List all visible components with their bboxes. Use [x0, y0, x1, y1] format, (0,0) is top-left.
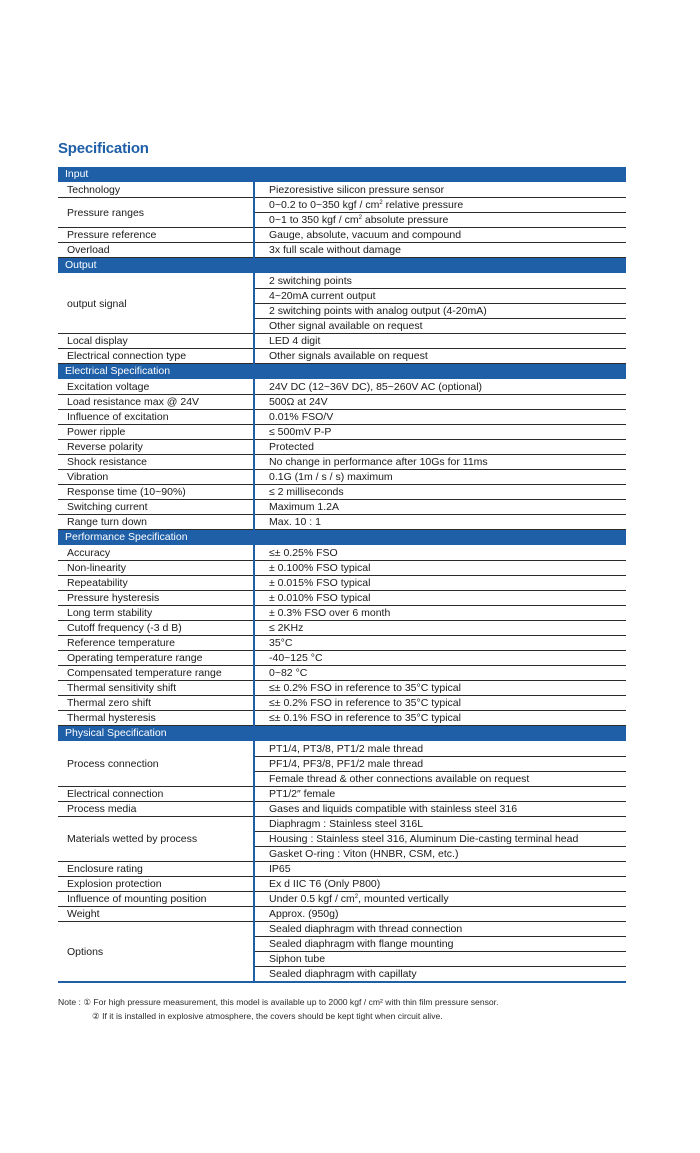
spec-value: IP65	[254, 862, 626, 877]
spec-row	[58, 787, 626, 802]
spec-label: Non-linearity	[58, 561, 254, 576]
spec-value: 0~1 to 350 kgf / $cm^2$ absolute pressure	[254, 213, 626, 228]
specification-table	[58, 167, 626, 983]
spec-value: PT1/2″ female	[254, 787, 626, 802]
spec-label: Reference temperature	[58, 636, 254, 651]
section-title: Electrical Specification	[58, 364, 626, 380]
spec-label: Power ripple	[58, 425, 254, 440]
spec-row	[58, 410, 626, 425]
spec-row	[58, 892, 626, 907]
spec-row	[58, 455, 626, 470]
spec-value: ≤± 0.1% FSO in reference to 35°C typical	[254, 711, 626, 726]
spec-row	[58, 470, 626, 485]
spec-value: ± 0.100% FSO typical	[254, 561, 626, 576]
spec-row	[58, 877, 626, 892]
spec-label: output signal	[58, 274, 254, 334]
spec-value: Gauge, absolute, vacuum and compound	[254, 228, 626, 243]
spec-row	[58, 243, 626, 258]
spec-row	[58, 183, 626, 198]
spec-label: Electrical connection	[58, 787, 254, 802]
spec-row	[58, 802, 626, 817]
note-2: ② If it is installed in explosive atmosphere, the covers should be kept tight when circuit alive.	[92, 1010, 443, 1021]
spec-row	[58, 274, 626, 289]
spec-row	[58, 561, 626, 576]
spec-value: 0.01% FSO/V	[254, 410, 626, 425]
spec-value: -40~125 °C	[254, 651, 626, 666]
spec-row	[58, 515, 626, 530]
section-title: Performance Specification	[58, 530, 626, 546]
spec-label: Accuracy	[58, 546, 254, 561]
spec-value: ≤± 0.25% FSO	[254, 546, 626, 561]
spec-row	[58, 742, 626, 757]
spec-value: Ex d IIC T6 (Only P800)	[254, 877, 626, 892]
spec-label: Materials wetted by process	[58, 817, 254, 862]
spec-row	[58, 862, 626, 877]
spec-label: Shock resistance	[58, 455, 254, 470]
section-header	[58, 258, 626, 274]
spec-label: Pressure hysteresis	[58, 591, 254, 606]
spec-value: Other signal available on request	[254, 319, 626, 334]
spec-label: Explosion protection	[58, 877, 254, 892]
section-header	[58, 167, 626, 183]
spec-label: Cutoff frequency (-3 d B)	[58, 621, 254, 636]
spec-row	[58, 576, 626, 591]
section-title: Output	[58, 258, 626, 274]
spec-label: Technology	[58, 183, 254, 198]
spec-value: PF1/4, PF3/8, PF1/2 male thread	[254, 757, 626, 772]
spec-row	[58, 711, 626, 726]
spec-label: Operating temperature range	[58, 651, 254, 666]
spec-value: 4~20mA current output	[254, 289, 626, 304]
spec-row	[58, 636, 626, 651]
spec-row	[58, 907, 626, 922]
spec-value: 24V DC (12~36V DC), 85~260V AC (optional)	[254, 380, 626, 395]
spec-row	[58, 666, 626, 681]
spec-value: Max. 10 : 1	[254, 515, 626, 530]
spec-value: ± 0.015% FSO typical	[254, 576, 626, 591]
spec-value: 0.1G (1m / s / s) maximum	[254, 470, 626, 485]
spec-value: 3x full scale without damage	[254, 243, 626, 258]
spec-row	[58, 349, 626, 364]
spec-value: ≤ 2KHz	[254, 621, 626, 636]
spec-row	[58, 440, 626, 455]
spec-value: No change in performance after 10Gs for 11ms	[254, 455, 626, 470]
spec-value: Housing : Stainless steel 316, Aluminum Die-casting terminal head	[254, 832, 626, 847]
spec-value: 2 switching points	[254, 274, 626, 289]
spec-label: Load resistance max @ 24V	[58, 395, 254, 410]
spec-label: Thermal zero shift	[58, 696, 254, 711]
spec-row	[58, 425, 626, 440]
spec-row	[58, 681, 626, 696]
spec-value: Sealed diaphragm with thread connection	[254, 922, 626, 937]
spec-value: Female thread & other connections available on request	[254, 772, 626, 787]
spec-value: Gasket O-ring : Viton (HNBR, CSM, etc.)	[254, 847, 626, 862]
spec-value: ≤ 2 milliseconds	[254, 485, 626, 500]
spec-value: Diaphragm : Stainless steel 316L	[254, 817, 626, 832]
spec-row	[58, 380, 626, 395]
spec-value: Other signals available on request	[254, 349, 626, 364]
spec-label: Repeatability	[58, 576, 254, 591]
spec-value: ≤ 500mV P-P	[254, 425, 626, 440]
page-title: Specification	[58, 140, 149, 157]
spec-label: Thermal hysteresis	[58, 711, 254, 726]
spec-row	[58, 198, 626, 213]
spec-label: Overload	[58, 243, 254, 258]
spec-label: Enclosure rating	[58, 862, 254, 877]
spec-row	[58, 228, 626, 243]
spec-label: Process connection	[58, 742, 254, 787]
spec-label: Switching current	[58, 500, 254, 515]
spec-value: LED 4 digit	[254, 334, 626, 349]
section-header	[58, 530, 626, 546]
spec-value: ± 0.3% FSO over 6 month	[254, 606, 626, 621]
spec-value: Under 0.5 kgf / $cm^2$, mounted vertically	[254, 892, 626, 907]
spec-value: 2 switching points with analog output (4-20mA)	[254, 304, 626, 319]
spec-row	[58, 606, 626, 621]
spec-value: 0~82 °C	[254, 666, 626, 681]
spec-row	[58, 817, 626, 832]
spec-label: Electrical connection type	[58, 349, 254, 364]
section-title: Input	[58, 167, 626, 183]
spec-label: Process media	[58, 802, 254, 817]
notes	[58, 996, 498, 1023]
spec-label: Options	[58, 922, 254, 983]
spec-value: 500Ω at 24V	[254, 395, 626, 410]
spec-row	[58, 696, 626, 711]
spec-value: 0~0.2 to 0~350 kgf / $cm^2$ relative pressure	[254, 198, 626, 213]
spec-row	[58, 591, 626, 606]
spec-row	[58, 546, 626, 561]
spec-row	[58, 621, 626, 636]
spec-label: Weight	[58, 907, 254, 922]
spec-value: ≤± 0.2% FSO in reference to 35°C typical	[254, 696, 626, 711]
spec-label: Pressure ranges	[58, 198, 254, 228]
spec-label: Compensated temperature range	[58, 666, 254, 681]
spec-value: 35°C	[254, 636, 626, 651]
spec-label: Excitation voltage	[58, 380, 254, 395]
spec-value: Protected	[254, 440, 626, 455]
spec-value: Maximum 1.2A	[254, 500, 626, 515]
spec-label: Response time (10~90%)	[58, 485, 254, 500]
spec-label: Influence of excitation	[58, 410, 254, 425]
spec-row	[58, 395, 626, 410]
section-header	[58, 726, 626, 742]
spec-value: ≤± 0.2% FSO in reference to 35°C typical	[254, 681, 626, 696]
spec-label: Influence of mounting position	[58, 892, 254, 907]
spec-row	[58, 500, 626, 515]
spec-value: Sealed diaphragm with capillaty	[254, 967, 626, 983]
spec-value: Piezoresistive silicon pressure sensor	[254, 183, 626, 198]
spec-value: Sealed diaphragm with flange mounting	[254, 937, 626, 952]
spec-value: Approx. (950g)	[254, 907, 626, 922]
spec-value: Gases and liquids compatible with stainless steel 316	[254, 802, 626, 817]
spec-row	[58, 334, 626, 349]
spec-value: PT1/4, PT3/8, PT1/2 male thread	[254, 742, 626, 757]
spec-row	[58, 485, 626, 500]
section-title: Physical Specification	[58, 726, 626, 742]
spec-row	[58, 922, 626, 937]
spec-label: Thermal sensitivity shift	[58, 681, 254, 696]
spec-label: Local display	[58, 334, 254, 349]
spec-label: Range turn down	[58, 515, 254, 530]
spec-label: Long term stability	[58, 606, 254, 621]
section-header	[58, 364, 626, 380]
note-1: Note : ① For high pressure measurement, this model is available up to 2000 kgf / cm² with thin film pressure sensor.	[58, 997, 499, 1007]
spec-row	[58, 651, 626, 666]
spec-label: Reverse polarity	[58, 440, 254, 455]
spec-value: Siphon tube	[254, 952, 626, 967]
spec-label: Vibration	[58, 470, 254, 485]
spec-value: ± 0.010% FSO typical	[254, 591, 626, 606]
spec-label: Pressure reference	[58, 228, 254, 243]
